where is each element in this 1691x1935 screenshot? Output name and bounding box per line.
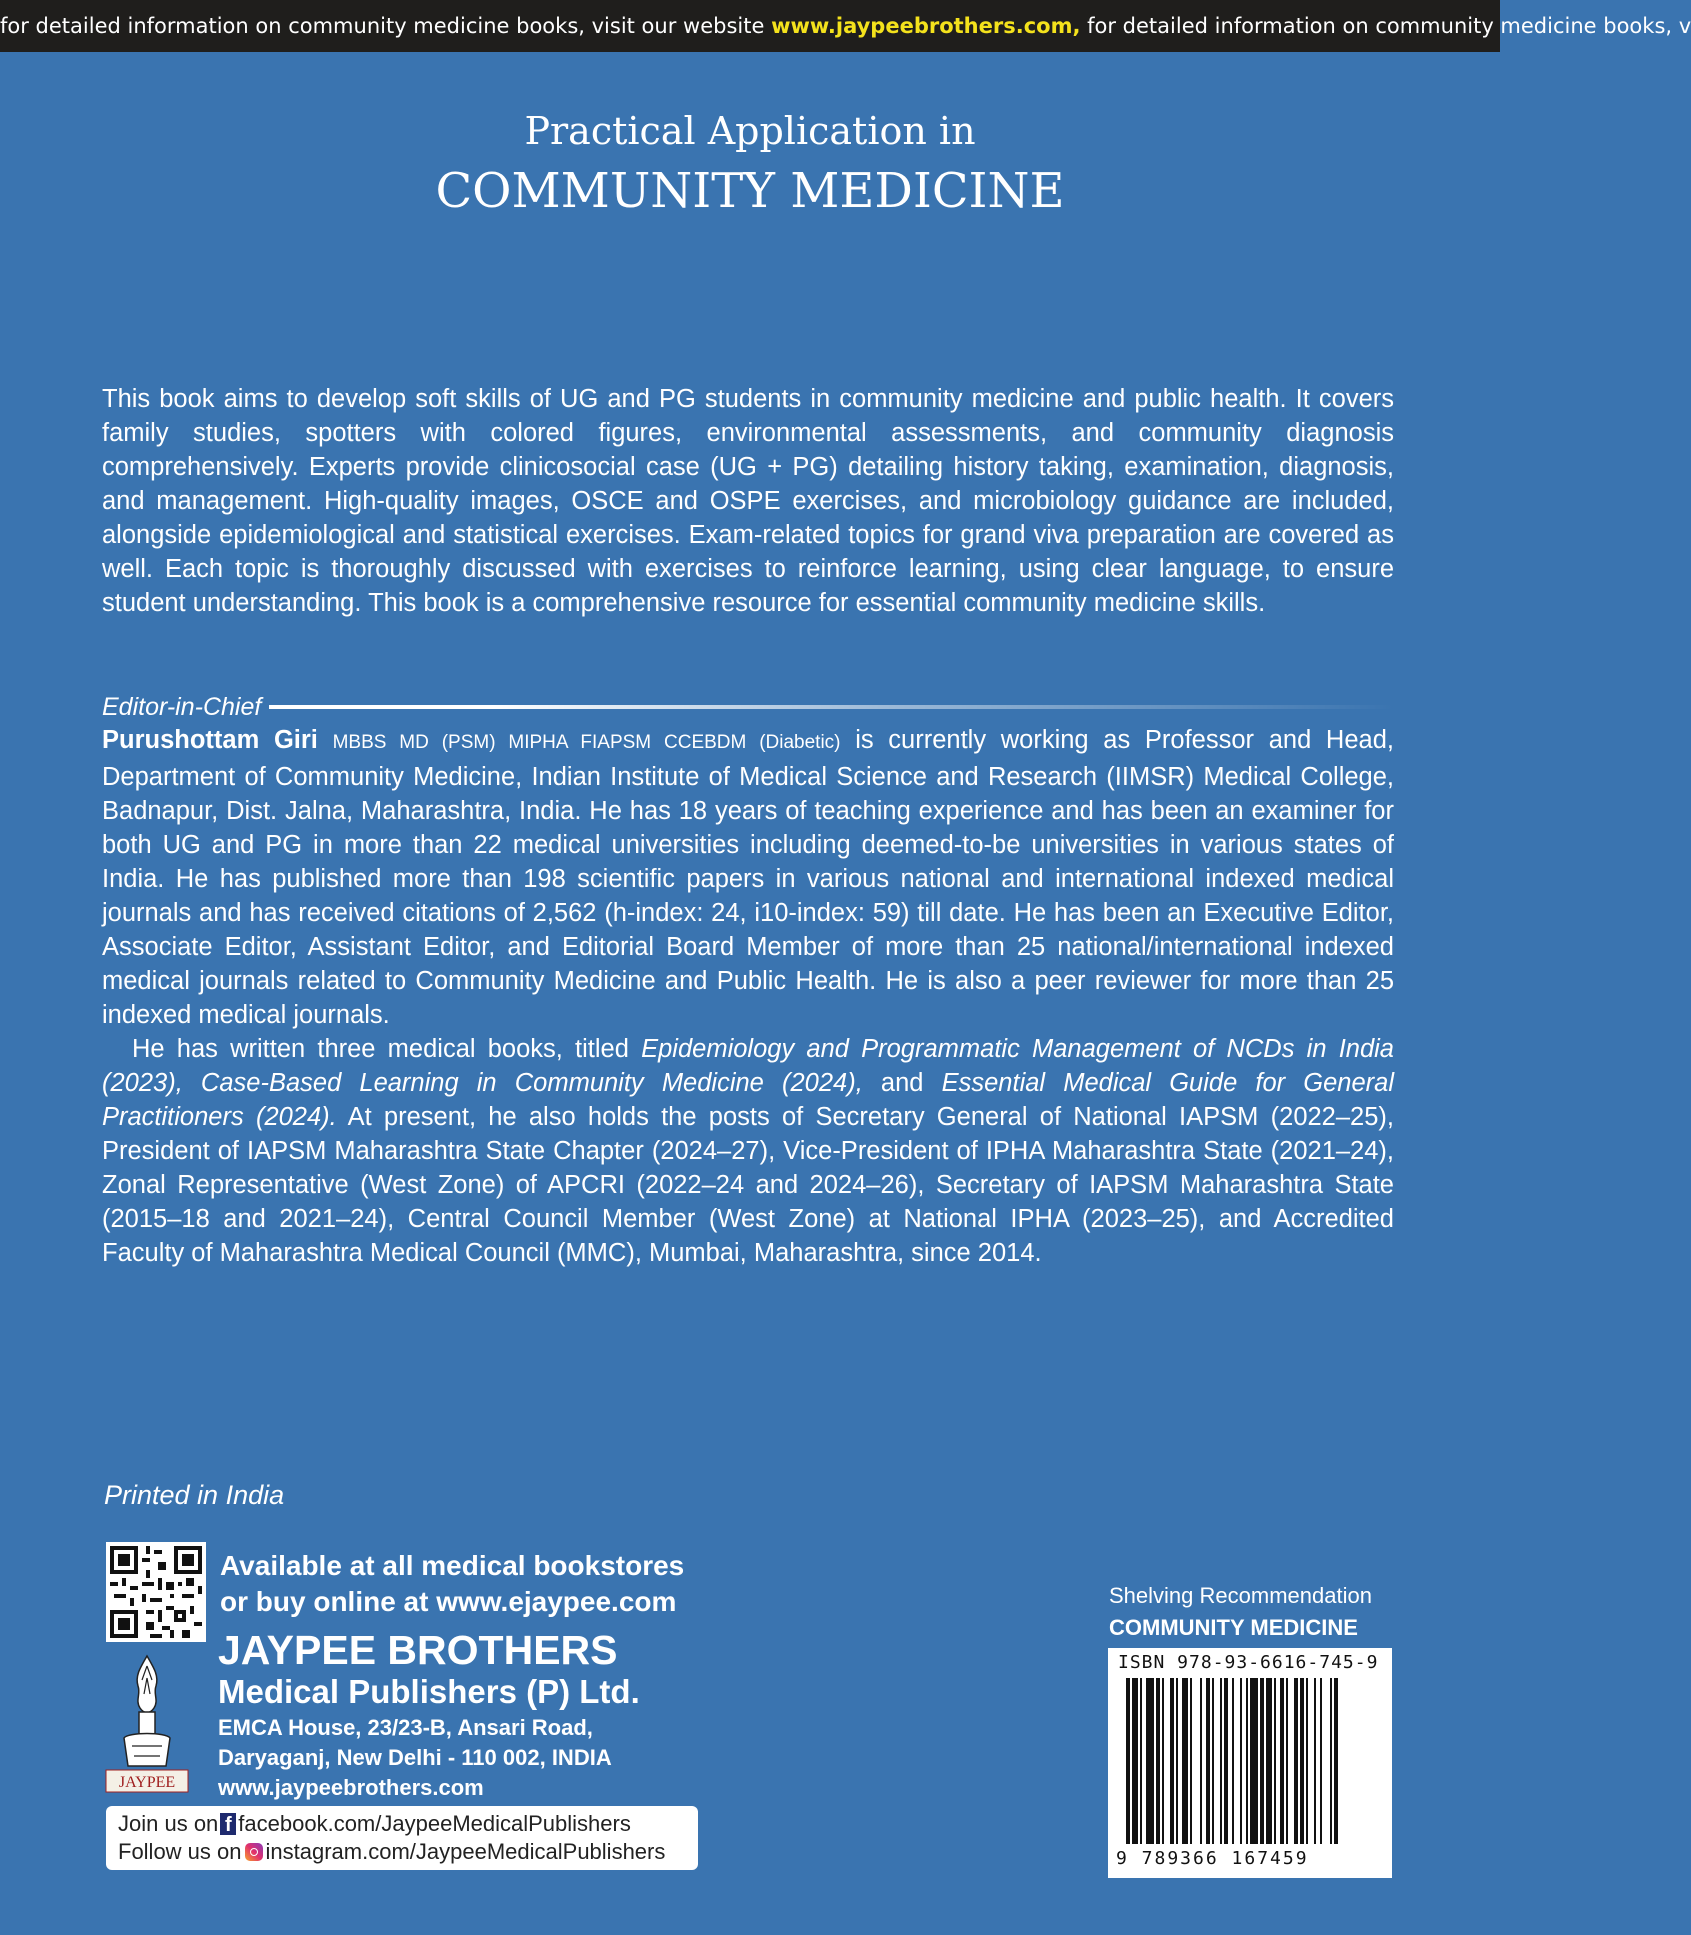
barcode-bar	[1266, 1678, 1272, 1844]
bio-paragraph-1	[102, 723, 1394, 1032]
publisher-address	[218, 1713, 612, 1803]
barcode-bar	[1140, 1678, 1142, 1844]
facebook-link[interactable]: facebook.com/JaypeeMedicalPublishers	[238, 1811, 631, 1836]
editor-name: Purushottam Giri	[102, 726, 318, 754]
bio-text-2-start: He has written three medical books, titled	[132, 1035, 642, 1063]
editor-divider	[269, 705, 1394, 709]
title-line-2: COMMUNITY MEDICINE	[435, 163, 1065, 219]
printed-in: Printed in India	[104, 1480, 285, 1510]
bio-text-2-rest: At present, he also holds the posts of Secretary General of National IAPSM (2022–25), President of IAPSM Maharashtra State Chapter (2024–27), Vice-President of IPHA Maharashtra State (2021–24), Zonal Representative (West Zone) of APCRI (2022–24 and 2024–26), Secretary of IAPSM Maharashtra State (2015–18 and 2021–24), Central Council Member (West Zone) at National IPHA (2023–25), and Accredited Faculty of Maharashtra Medical Council (MMC), Mumbai, Maharashtra, since 2014.	[102, 1103, 1394, 1267]
barcode-bar	[1280, 1678, 1284, 1844]
editor-heading-row	[102, 690, 1394, 724]
barcode-icon	[1108, 1648, 1392, 1878]
barcode-bar	[1294, 1678, 1298, 1844]
publisher-website[interactable]: www.jaypeebrothers.com	[218, 1775, 484, 1800]
address-line-1: EMCA House, 23/23-B, Ansari Road,	[218, 1715, 593, 1740]
barcode-bar	[1274, 1678, 1276, 1844]
availability-text	[220, 1548, 684, 1620]
barcode-bar	[1220, 1678, 1222, 1844]
barcode-digits: 9 789366 167459	[1116, 1848, 1309, 1869]
shelving-recommendation	[1109, 1580, 1372, 1644]
barcode-bar	[1260, 1678, 1264, 1844]
shelving-category: COMMUNITY MEDICINE	[1109, 1615, 1358, 1640]
publisher-name: JAYPEE BROTHERS	[218, 1627, 618, 1673]
instagram-link[interactable]: instagram.com/JaypeeMedicalPublishers	[265, 1839, 666, 1864]
join-label: Join us on	[118, 1811, 219, 1836]
barcode-bar	[1200, 1678, 1202, 1844]
shelving-label: Shelving Recommendation	[1109, 1583, 1372, 1608]
bio-book-titles-1: Epidemiology and Programmatic Management of NCDs in India (2023), Case-Based Learning in Community Medicine (2024),	[102, 1035, 1394, 1097]
book-title	[0, 105, 1500, 223]
instagram-icon	[245, 1843, 263, 1861]
logo-label: JAYPEE	[118, 1774, 176, 1791]
publisher-subtitle: Medical Publishers (P) Ltd.	[218, 1673, 640, 1710]
barcode-bar	[1320, 1678, 1322, 1844]
address-line-2: Daryaganj, New Delhi - 110 002, INDIA	[218, 1745, 612, 1770]
barcode-bar	[1334, 1678, 1338, 1844]
barcode-bar	[1176, 1678, 1178, 1844]
barcode-bar	[1162, 1678, 1164, 1844]
barcode-bar	[1190, 1678, 1192, 1844]
barcode-bar	[1170, 1678, 1174, 1844]
editor-qualifications: MBBS MD (PSM) MIPHA FIAPSM CCEBDM (Diabetic)	[332, 732, 841, 753]
barcode-bar	[1232, 1678, 1234, 1844]
social-box	[106, 1806, 698, 1870]
jaypee-logo-icon	[104, 1650, 190, 1795]
barcode-bar	[1246, 1678, 1248, 1844]
bio-and: and	[862, 1069, 942, 1097]
bio-paragraph-2	[102, 1032, 1394, 1270]
barcode-bar	[1224, 1678, 1228, 1844]
availability-line-1: Available at all medical bookstores	[220, 1550, 685, 1581]
book-description: This book aims to develop soft skills of UG and PG students in community medicine and public health. It covers family studies, spotters with colored figures, environmental assessments, and community diagnosis comprehensively. Experts provide clinicosocial case (UG + PG) detailing history taking, examination, diagnosis, and management. High-quality images, OSCE and OSPE exercises, and microbiology guidance are included, alongside epidemiological and statistical exercises. Exam-related topics for grand viva preparation are covered as well. Each topic is thoroughly discussed with exercises to reinforce learning, using clear language, to ensure student understanding. This book is a comprehensive resource for essential community medicine skills.	[102, 385, 1394, 617]
banner-text-repeat: for detailed information on community medicine books, v	[1080, 14, 1691, 38]
barcode-bar	[1300, 1678, 1304, 1844]
qr-code-icon[interactable]	[106, 1542, 206, 1642]
barcode-bar	[1314, 1678, 1316, 1844]
editor-bio	[102, 723, 1394, 1270]
top-banner	[0, 0, 1691, 52]
title-line-1: Practical Application in	[524, 109, 976, 153]
barcode-bar	[1212, 1678, 1214, 1844]
barcode-bar	[1146, 1678, 1154, 1844]
facebook-icon: f	[220, 1813, 236, 1835]
instagram-row	[118, 1838, 698, 1866]
banner-text: for detailed information on community medicine books, visit our website	[0, 14, 772, 38]
bio-text-1: is currently working as Professor and Head, Department of Community Medicine, Indian Institute of Medical Science and Research (IIMSR) Medical College, Badnapur, Dist. Jalna, Maharashtra, India. He has 18 years of teaching experience and has been an examiner for both UG and PG in more than 22 medical universities including deemed-to-be universities in various states of India. He has published more than 198 scientific papers in various national and international indexed medical journals and has received citations of 2,562 (h-index: 24, i10-index: 59) till date. He has been an Executive Editor, Associate Editor, Assistant Editor, and Editorial Board Member of more than 25 national/international indexed medical journals related to Community Medicine and Public Health. He is also a peer reviewer for more than 25 indexed medical journals.	[102, 726, 1394, 1029]
barcode-bar	[1182, 1678, 1188, 1844]
barcode-bar	[1286, 1678, 1288, 1844]
availability-line-2[interactable]: or buy online at www.ejaypee.com	[220, 1586, 677, 1617]
barcode-bar	[1330, 1678, 1332, 1844]
isbn-text: ISBN 978-93-6616-745-9	[1118, 1652, 1379, 1673]
bio-book-titles-2: Essential Medical Guide for General Practitioners (2024).	[102, 1069, 1394, 1131]
barcode-bar	[1132, 1678, 1138, 1844]
barcode-box	[1108, 1648, 1392, 1878]
barcode-bar	[1206, 1678, 1210, 1844]
editor-heading: Editor-in-Chief	[102, 692, 262, 721]
banner-url[interactable]: www.jaypeebrothers.com,	[771, 14, 1081, 38]
barcode-bar	[1250, 1678, 1258, 1844]
barcode-bar	[1156, 1678, 1160, 1844]
barcode-bar	[1126, 1678, 1130, 1844]
barcode-bar	[1240, 1678, 1242, 1844]
follow-label: Follow us on	[118, 1839, 242, 1864]
barcode-bar	[1306, 1678, 1308, 1844]
facebook-row	[118, 1810, 698, 1838]
